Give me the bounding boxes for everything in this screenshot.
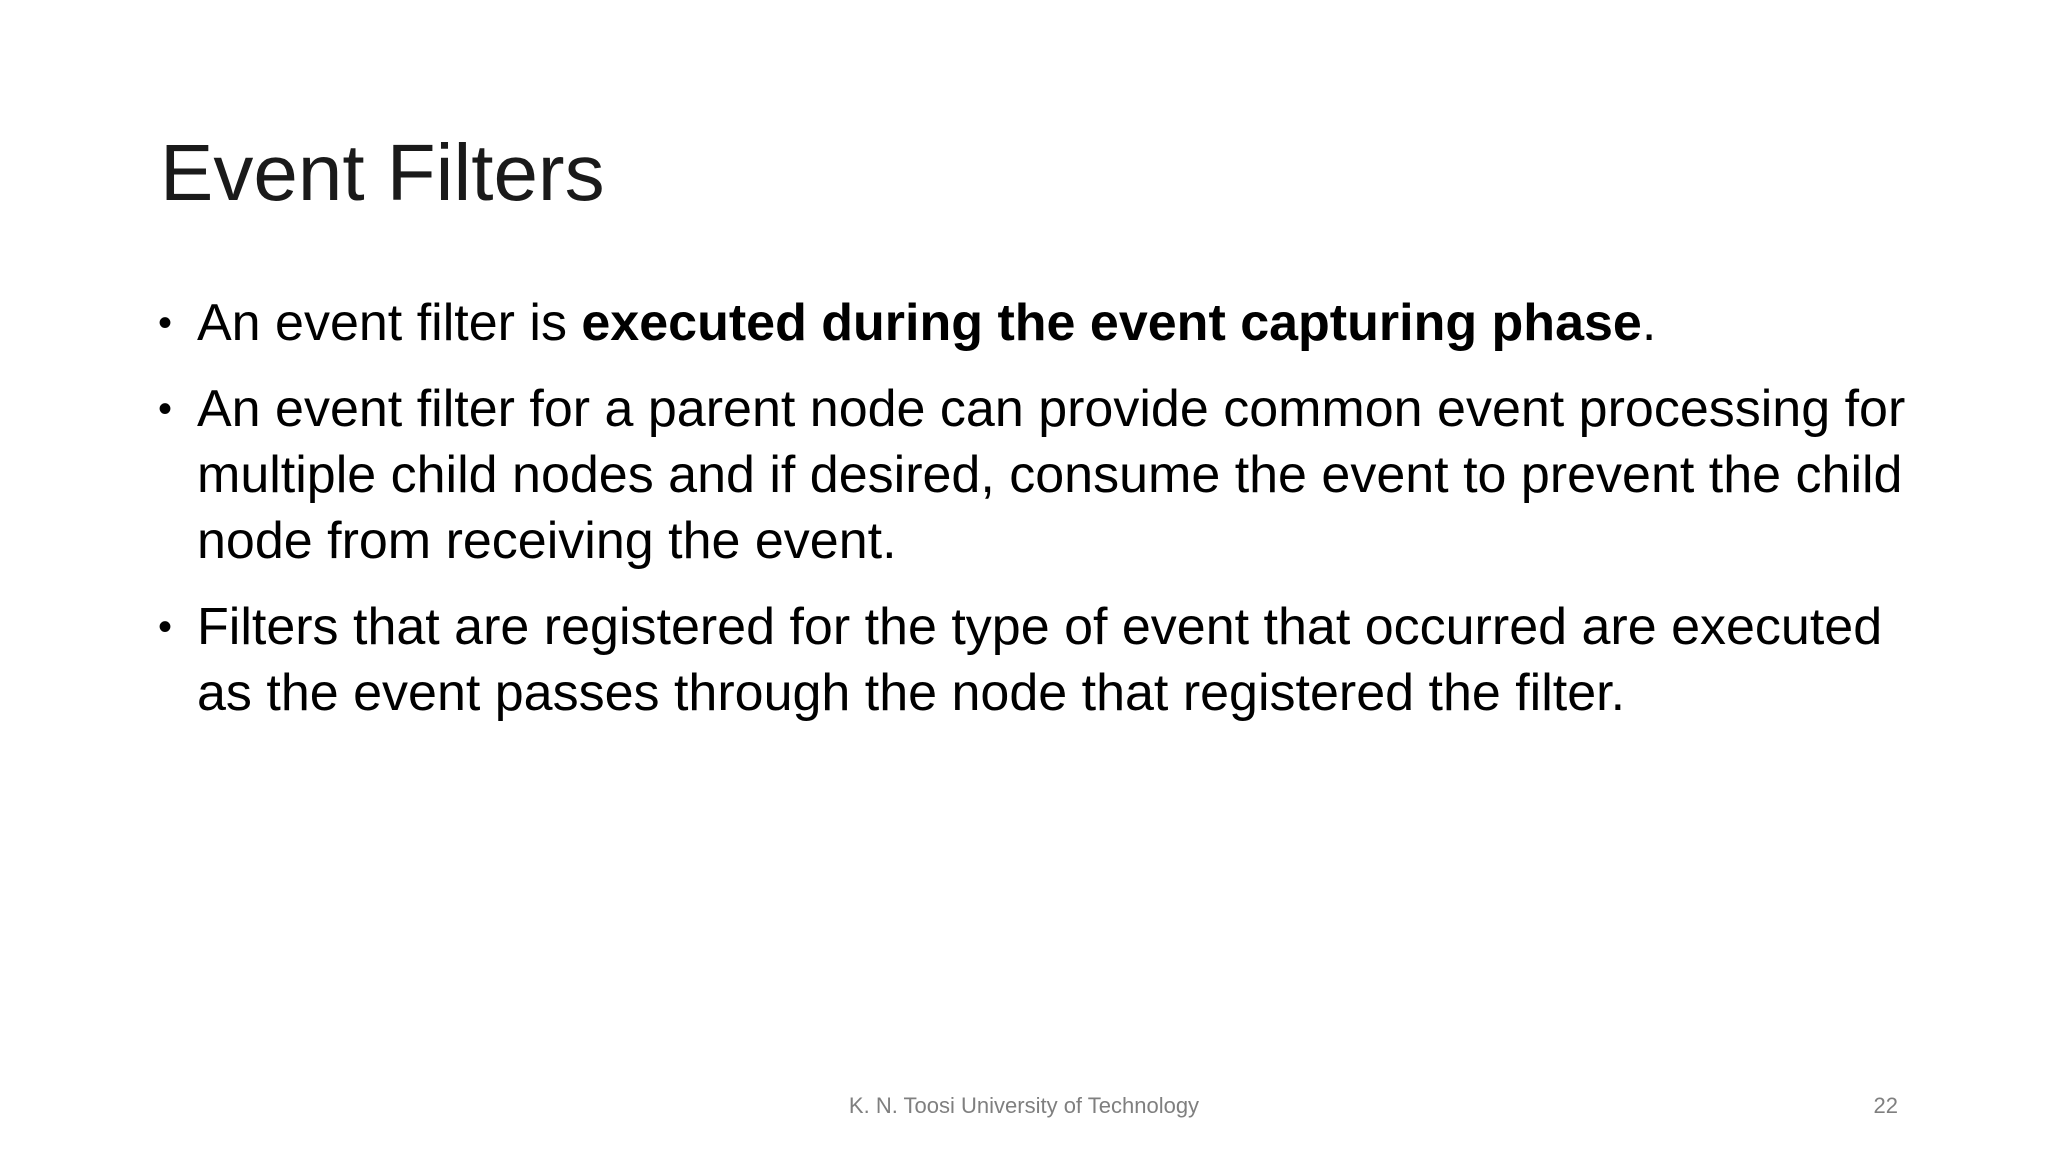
bullet-icon: • — [158, 301, 173, 345]
bullet-icon: • — [158, 605, 173, 649]
footer-text: K. N. Toosi University of Technology — [848, 1093, 1200, 1118]
bullet-text: An event filter for a parent node can provide common event processing for multiple child nodes and if desired, consume the event to prevent the child node from receiving the event. — [197, 380, 1906, 570]
slide-title: Event Filters — [160, 128, 605, 217]
bullet-text: Filters that are registered for the type of event that occurred are executed as the event passes through the node that registered the filter. — [197, 598, 1883, 722]
bullet-bold-text: executed during the event capturing phase — [581, 294, 1642, 352]
bullet-icon: • — [158, 387, 173, 431]
bullet-item — [150, 594, 1910, 726]
bullet-item — [150, 290, 1910, 356]
page-number: 22 — [1873, 1093, 1898, 1118]
bullet-item — [150, 376, 1910, 574]
bullet-list — [150, 290, 1910, 746]
bullet-text: An event filter is — [197, 294, 582, 352]
bullet-text-end: . — [1641, 294, 1657, 352]
